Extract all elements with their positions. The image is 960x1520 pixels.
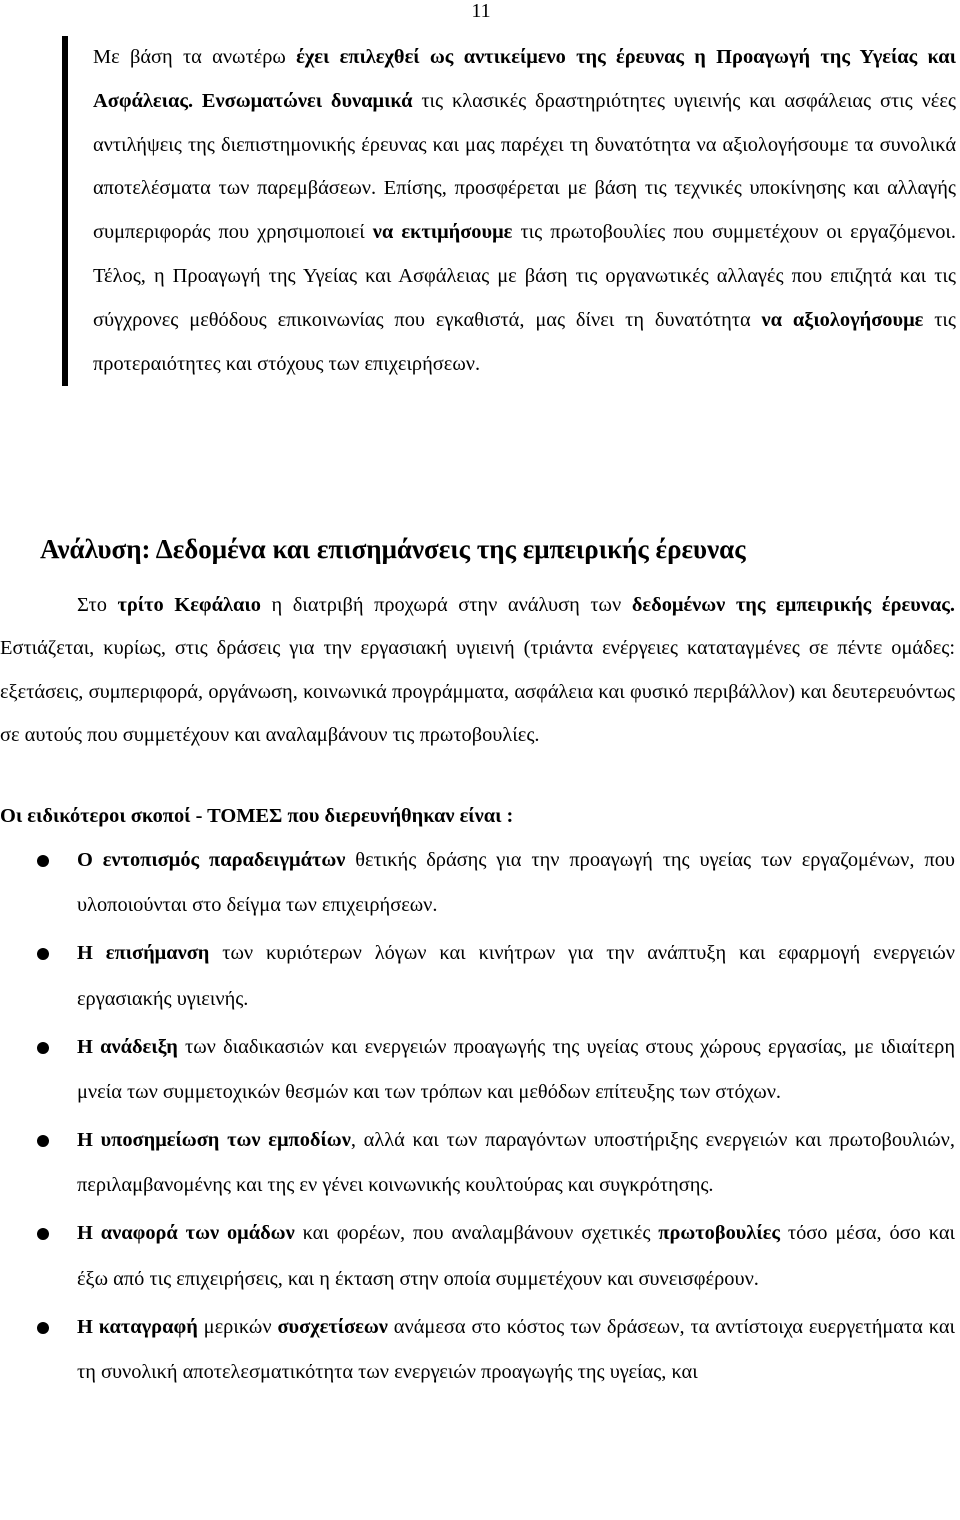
emphasis-text: δεδομένων της εμπειρικής έρευνας. (631, 594, 955, 616)
page-number: 11 (471, 0, 491, 22)
emphasis-text: έχει επιλεχθεί ως αντικείμενο της έρευνας η Προαγωγή της Υγείας και Ασφάλειας. (93, 46, 956, 112)
body-text: Στο (77, 594, 118, 616)
body-text: , αλλά και των παραγόντων υποστήριξης ενεργειών και πρωτοβουλιών, περιλαμβανομένης και της εν γένει κοινωνικής κουλτούρας και συγκρότησης. (77, 1128, 955, 1197)
emphasis-text: Η επισήμανση (77, 942, 210, 965)
body-text: Με βάση τα ανωτέρω (93, 46, 297, 68)
list-item (0, 1305, 955, 1396)
list-item (0, 931, 955, 1022)
list-item-text (77, 1316, 955, 1383)
body-text: τις προτεραιότητες και στόχους των επιχειρήσεων. (93, 308, 956, 375)
emphasis-text: να αξιολογήσουμε (761, 308, 924, 331)
bullet-icon (37, 1135, 49, 1147)
bullet-icon (37, 948, 49, 960)
body-text: των διαδικασιών και ενεργειών προαγωγής της υγείας στους χώρους εργασίας, με ιδιαίτερη μνεία των συμμετοχικών θεσμών και των τρόπων και μεθόδων επίτευξης των στόχων. (77, 1035, 955, 1104)
list-item-text (77, 1222, 955, 1289)
body-text: θετικής δράσης για την προαγωγή της υγείας των εργαζομένων, που υλοποιούνται στο δείγμα των επιχειρήσεων. (77, 849, 955, 917)
body-text: τόσο μέσα, όσο και έξω από τις επιχειρήσεις, και η έκταση στην οποία συμμετέχουν και συνεισφέρουν. (77, 1222, 956, 1290)
list-item (0, 1118, 955, 1209)
bullet-icon (37, 1228, 49, 1240)
list-item-text (77, 1036, 955, 1103)
boxed-summary-block (62, 36, 960, 386)
body-text: ανάμεσα στο κόστος των δράσεων, τα αντίστοιχα ευεργετήματα και τη συνολική αποτελεσματικότητα των ενεργειών προαγωγής της υγείας, και (77, 1315, 956, 1383)
bullet-icon (37, 1322, 49, 1334)
emphasis-text: Ενσωματώνει δυναμικά (201, 89, 413, 112)
boxed-summary-paragraph (68, 36, 956, 386)
body-text: η διατριβή προχωρά στην ανάλυση των (260, 594, 632, 616)
body-text: των κυριότερων λόγων και κινήτρων για την ανάπτυξη και εφαρμογή ενεργειών εργασιακής υγιεινής. (77, 942, 955, 1010)
body-text: τις κλασικές δραστηριότητες υγιεινής και ασφάλειας στις νέες αντιλήψεις της διεπιστημονικής έρευνας και μας παρέχει τη δυνατότητα να αξιολογήσουμε τα συνολικά αποτελέσματα των παρεμβάσεων. Επίσης, προσφέρεται με βάση τις τεχνικές υποκίνησης και αλλαγής συμπεριφοράς που χρησιμοποιεί (93, 89, 956, 244)
list-item (0, 1211, 955, 1302)
objectives-list (0, 838, 955, 1398)
emphasis-text: Η ανάδειξη (77, 1035, 178, 1058)
list-item-text (77, 849, 955, 916)
emphasis-text: πρωτοβουλίες (658, 1222, 781, 1245)
body-text: τις πρωτοβουλίες που συμμετέχουν οι εργαζόμενοι. Τέλος, η Προαγωγή της Υγείας και Ασφάλειας με βάση τις οργανωτικές αλλαγές που επιζητά και τις σύγχρονες μεθόδους επικοινωνίας που εγκαθιστά, μας δίνει τη δυνατότητα (93, 221, 956, 331)
body-text: και φορέων, που αναλαμβάνουν σχετικές (294, 1222, 659, 1245)
bullet-icon (37, 855, 49, 867)
bullet-icon (37, 1042, 49, 1054)
body-text: μερικών (197, 1315, 278, 1338)
emphasis-text: Η υποσημείωση των εμποδίων (77, 1128, 351, 1151)
chapter-paragraph (0, 584, 955, 758)
emphasis-text: Η καταγραφή (77, 1315, 198, 1338)
list-item-text (77, 1129, 955, 1196)
emphasis-text: Ο εντοπισμός παραδειγμάτων (77, 849, 346, 871)
section-heading: Ανάλυση: Δεδομένα και επισημάνσεις της εμπειρικής έρευνας (40, 534, 746, 564)
emphasis-text: τρίτο Κεφάλαιο (117, 594, 261, 616)
objectives-subheading: Οι ειδικότεροι σκοποί - ΤΟΜΕΣ που διερευνήθηκαν είναι : (0, 805, 514, 827)
list-item-text (77, 942, 955, 1009)
body-text: Εστιάζεται, κυρίως, στις δράσεις για την εργασιακή υγιεινή (τριάντα ενέργειες καταταγμένες σε πέντε ομάδες: εξετάσεις, συμπεριφορά, οργάνωση, κοινωνικά προγράμματα, ασφάλεια και φυσικό περιβάλλον) και δευτερευόντως σε αυτούς που συμμετέχουν και αναλαμβάνουν τις πρωτοβουλίες. (0, 637, 955, 747)
emphasis-text: να εκτιμήσουμε (372, 221, 513, 244)
body-text (193, 90, 202, 112)
list-item (0, 1025, 955, 1116)
list-item (0, 838, 955, 929)
emphasis-text: συσχετίσεων (277, 1315, 388, 1338)
emphasis-text: Η αναφορά των ομάδων (77, 1222, 295, 1245)
